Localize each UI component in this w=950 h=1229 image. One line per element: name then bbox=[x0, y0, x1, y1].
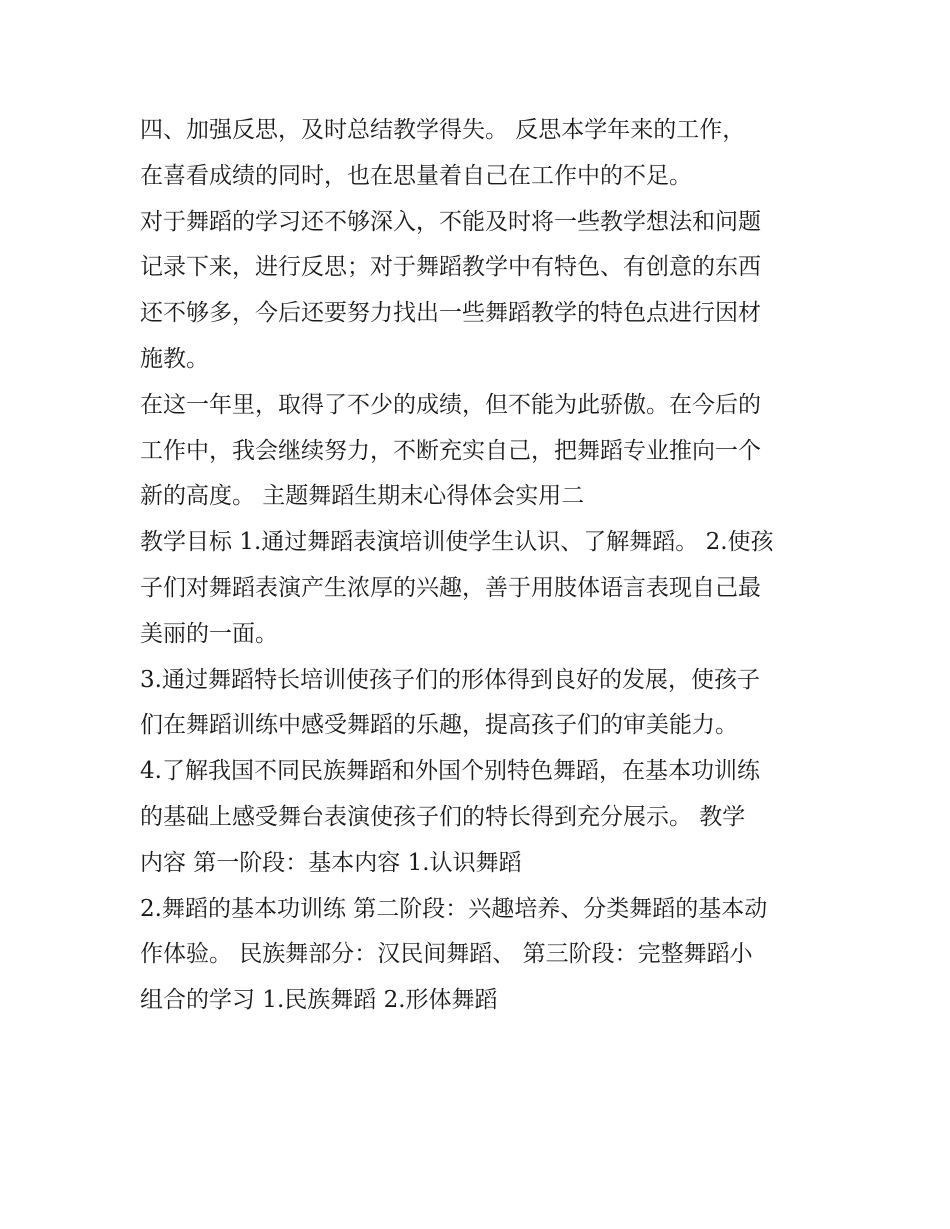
text-line: 记录下来，进行反思；对于舞蹈教学中有特色、有创意的东西 bbox=[140, 254, 761, 281]
text-line: 的基础上感受舞台表演使孩子们的特长得到充分展示。 教学 bbox=[140, 803, 746, 830]
text-line: 在喜看成绩的同时，也在思量着自己在工作中的不足。 bbox=[140, 162, 692, 189]
text-line: 新的高度。 主题舞蹈生期末心得体会实用二 bbox=[140, 483, 585, 510]
text-line: 还不够多，今后还要努力找出一些舞蹈教学的特色点进行因材 bbox=[140, 300, 761, 327]
text-line: 4.了解我国不同民族舞蹈和外国个别特色舞蹈，在基本功训练 bbox=[140, 758, 760, 785]
body-text bbox=[140, 108, 820, 1024]
text-line: 对于舞蹈的学习还不够深入，不能及时将一些教学想法和问题 bbox=[140, 208, 761, 235]
text-line: 2.舞蹈的基本功训练 第二阶段：兴趣培养、分类舞蹈的基本动 bbox=[140, 895, 768, 922]
text-line: 内容 第一阶段：基本内容 1.认识舞蹈 bbox=[140, 849, 522, 876]
text-line: 教学目标 1.通过舞蹈表演培训使学生认识、了解舞蹈。 2.使孩 bbox=[140, 529, 774, 556]
text-line: 四、加强反思，及时总结教学得失。 反思本学年来的工作， bbox=[140, 117, 746, 143]
text-line: 作体验。 民族舞部分：汉民间舞蹈、 第三阶段：完整舞蹈小 bbox=[140, 941, 753, 968]
text-line: 们在舞蹈训练中感受舞蹈的乐趣，提高孩子们的审美能力。 bbox=[140, 712, 738, 739]
text-line: 组合的学习 1.民族舞蹈 2.形体舞蹈 bbox=[140, 987, 498, 1014]
text-line: 工作中，我会继续努力，不断充实自己，把舞蹈专业推向一个 bbox=[140, 437, 761, 464]
text-line: 在这一年里，取得了不少的成绩，但不能为此骄傲。在今后的 bbox=[140, 391, 761, 418]
text-line: 3.通过舞蹈特长培训使孩子们的形体得到良好的发展，使孩子 bbox=[140, 666, 760, 693]
text-line: 子们对舞蹈表演产生浓厚的兴趣，善于用肢体语言表现自己最 bbox=[140, 574, 761, 601]
text-line: 施教。 bbox=[140, 345, 209, 372]
text-line: 美丽的一面。 bbox=[140, 620, 278, 647]
